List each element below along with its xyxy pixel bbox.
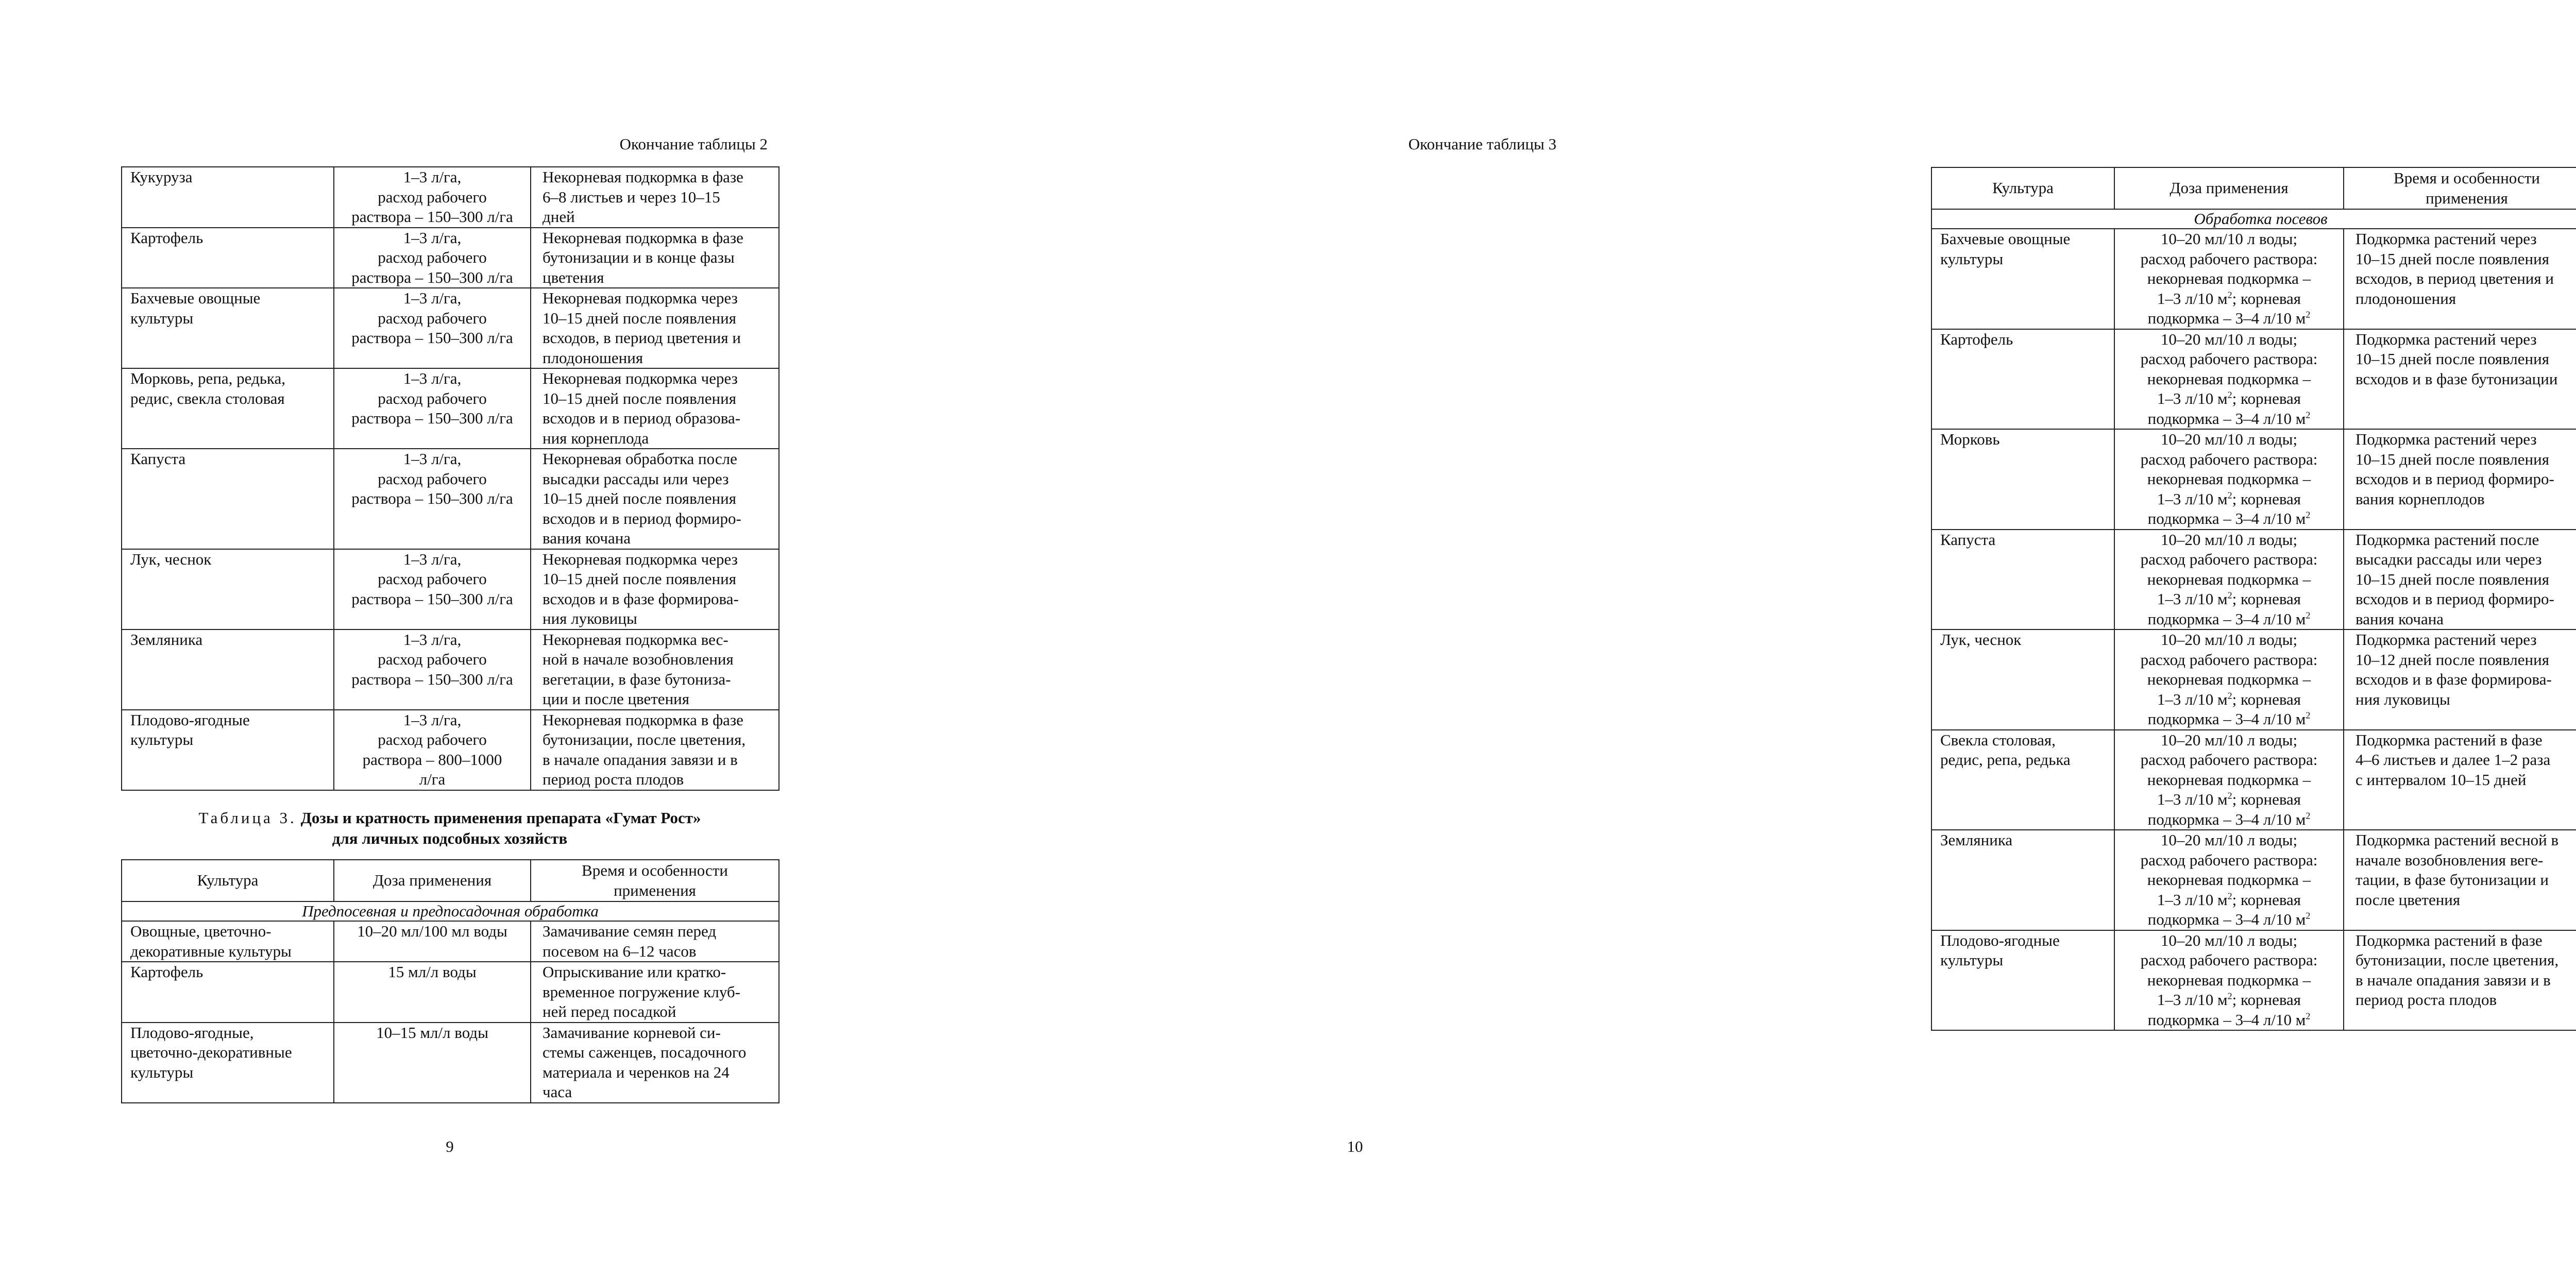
table-row bbox=[1931, 229, 2576, 329]
superscript: 2 bbox=[2227, 690, 2232, 701]
dose-line: подкормка – 3–4 л/10 м bbox=[2147, 609, 2306, 628]
dose-line: расход рабочего раствора: bbox=[2140, 249, 2318, 268]
dose-line: некорневая подкормка – bbox=[2147, 570, 2311, 588]
time-cell: Замачивание корневой си- стемы саженцев, посадочного материала и черенков на 24 часа bbox=[531, 1023, 779, 1103]
crop-cell: Свекла столовая, редис, репа, редька bbox=[1931, 730, 2114, 830]
dose-cell bbox=[2114, 830, 2344, 930]
dose-line: ; корневая bbox=[2232, 890, 2301, 909]
continuation-title-table-3: Окончание таблицы 3 bbox=[1408, 135, 1556, 153]
table-row bbox=[1931, 429, 2576, 530]
table-3-cont-header-row bbox=[1931, 167, 2576, 209]
time-cell: Подкормка растений в фазе бутонизации, после цветения, в начале опадания завязи и в период роста плодов bbox=[2344, 930, 2576, 1031]
table-row bbox=[122, 962, 779, 1023]
dose-cell: 1–3 л/га, расход рабочего раствора – 150–300 л/га bbox=[334, 449, 531, 549]
section-crop-treatment: Обработка посевов bbox=[1931, 209, 2576, 229]
time-cell: Некорневая подкормка вес- ной в начале возобновления вегетации, в фазе бутониза- ции и после цветения bbox=[531, 629, 779, 710]
table-3-label: Таблица 3. bbox=[198, 809, 297, 827]
crop-cell: Плодово-ягодные культуры bbox=[1931, 930, 2114, 1031]
dose-line: ; корневая bbox=[2232, 991, 2301, 1009]
dose-line: расход рабочего раствора: bbox=[2140, 751, 2318, 769]
dose-line: 1–3 л/10 м bbox=[2157, 790, 2228, 808]
crop-cell: Картофель bbox=[122, 228, 334, 288]
dose-line: некорневая подкормка – bbox=[2147, 269, 2311, 287]
table-row bbox=[122, 1023, 779, 1103]
dose-line: 1–3 л/10 м bbox=[2157, 489, 2228, 508]
table-3-title-line2: для личных подсобных хозяйств bbox=[332, 829, 568, 847]
dose-line: 1–3 л/10 м bbox=[2157, 991, 2228, 1009]
table-3-continuation bbox=[1931, 167, 2576, 1031]
superscript: 2 bbox=[2227, 991, 2232, 1001]
dose-line: ; корневая bbox=[2232, 590, 2301, 608]
table-row bbox=[1931, 329, 2576, 430]
table-row bbox=[122, 228, 779, 288]
dose-cell: 15 мл/л воды bbox=[334, 962, 531, 1023]
dose-line: подкормка – 3–4 л/10 м bbox=[2147, 810, 2306, 828]
dose-line: 10–20 мл/10 л воды; bbox=[2160, 730, 2298, 749]
dose-line: ; корневая bbox=[2232, 790, 2301, 808]
time-cell: Опрыскивание или кратко- временное погружение клуб- ней перед посадкой bbox=[531, 962, 779, 1023]
crop-cell: Кукуруза bbox=[122, 167, 334, 228]
dose-line: 1–3 л/10 м bbox=[2157, 690, 2228, 708]
crop-cell: Плодово-ягодные, цветочно-декоративные культуры bbox=[122, 1023, 334, 1103]
crop-cell: Капуста bbox=[122, 449, 334, 549]
left-page bbox=[0, 0, 904, 1277]
superscript: 2 bbox=[2306, 1011, 2311, 1021]
table-3-cont-section-row bbox=[1931, 209, 2576, 229]
dose-cell bbox=[2114, 229, 2344, 329]
table-row bbox=[1931, 629, 2576, 730]
time-cell: Подкормка растений в фазе 4–6 листьев и далее 1–2 раза с интервалом 10–15 дней bbox=[2344, 730, 2576, 830]
crop-cell: Картофель bbox=[1931, 329, 2114, 430]
dose-line: некорневая подкормка – bbox=[2147, 670, 2311, 688]
dose-line: ; корневая bbox=[2232, 289, 2301, 308]
dose-line: подкормка – 3–4 л/10 м bbox=[2147, 1010, 2306, 1029]
table-row bbox=[122, 449, 779, 549]
dose-line: ; корневая bbox=[2232, 489, 2301, 508]
dose-cell: 1–3 л/га, расход рабочего раствора – 150–300 л/га bbox=[334, 288, 531, 368]
table-3-body bbox=[122, 921, 779, 1103]
dose-cell: 10–15 мл/л воды bbox=[334, 1023, 531, 1103]
header-crop: Культура bbox=[1931, 167, 2114, 209]
dose-line: ; корневая bbox=[2232, 389, 2301, 407]
dose-line: ; корневая bbox=[2232, 690, 2301, 708]
header-dose: Доза применения bbox=[334, 860, 531, 901]
table-row bbox=[122, 549, 779, 629]
time-cell: Некорневая подкормка в фазе 6–8 листьев и через 10–15 дней bbox=[531, 167, 779, 228]
table-row bbox=[122, 368, 779, 449]
table-3-header-row bbox=[122, 860, 779, 901]
crop-cell: Земляника bbox=[1931, 830, 2114, 930]
dose-line: 10–20 мл/10 л воды; bbox=[2160, 530, 2298, 549]
dose-cell: 1–3 л/га, расход рабочего раствора – 150–300 л/га bbox=[334, 549, 531, 629]
header-dose: Доза применения bbox=[2114, 167, 2344, 209]
dose-line: 10–20 мл/10 л воды; bbox=[2160, 631, 2298, 649]
crop-cell: Лук, чеснок bbox=[122, 549, 334, 629]
superscript: 2 bbox=[2227, 290, 2232, 300]
dose-line: некорневая подкормка – bbox=[2147, 369, 2311, 388]
right-page bbox=[904, 0, 2559, 1277]
dose-cell bbox=[2114, 329, 2344, 430]
continuation-title-table-2: Окончание таблицы 2 bbox=[619, 135, 768, 153]
superscript: 2 bbox=[2306, 710, 2311, 721]
dose-line: расход рабочего раствора: bbox=[2140, 650, 2318, 669]
dose-line: 10–20 мл/10 л воды; bbox=[2160, 330, 2298, 348]
time-cell: Некорневая подкормка в фазе бутонизации и в конце фазы цветения bbox=[531, 228, 779, 288]
dose-line: 10–20 мл/10 л воды; bbox=[2160, 931, 2298, 949]
table-row bbox=[122, 167, 779, 228]
dose-line: 10–20 мл/10 л воды; bbox=[2160, 230, 2298, 248]
dose-line: расход рабочего раствора: bbox=[2140, 450, 2318, 468]
dose-line: расход рабочего раствора: bbox=[2140, 350, 2318, 368]
superscript: 2 bbox=[2306, 610, 2311, 621]
dose-line: подкормка – 3–4 л/10 м bbox=[2147, 910, 2306, 928]
time-cell: Некорневая подкормка через 10–15 дней после появления всходов и в фазе формирова- ния луковицы bbox=[531, 549, 779, 629]
time-cell: Некорневая подкормка через 10–15 дней после появления всходов и в период образова- ния корнеплода bbox=[531, 368, 779, 449]
dose-cell bbox=[2114, 629, 2344, 730]
superscript: 2 bbox=[2227, 891, 2232, 901]
dose-line: подкормка – 3–4 л/10 м bbox=[2147, 309, 2306, 327]
table-3 bbox=[121, 859, 779, 1103]
dose-line: 10–20 мл/10 л воды; bbox=[2160, 430, 2298, 448]
table-row bbox=[122, 288, 779, 368]
time-cell: Подкормка растений через 10–12 дней после появления всходов и в фазе формирова- ния луковицы bbox=[2344, 629, 2576, 730]
page-number: 10 bbox=[1347, 1137, 1363, 1155]
time-cell: Подкормка растений через 10–15 дней после появления всходов и в фазе бутонизации bbox=[2344, 329, 2576, 430]
table-3-title-line1: Дозы и кратность применения препарата «Гумат Рост» bbox=[300, 809, 701, 827]
table-row bbox=[122, 921, 779, 962]
dose-cell bbox=[2114, 530, 2344, 630]
dose-line: 1–3 л/10 м bbox=[2157, 890, 2228, 909]
dose-line: 1–3 л/10 м bbox=[2157, 389, 2228, 407]
superscript: 2 bbox=[2306, 910, 2311, 921]
table-2-continuation bbox=[121, 166, 779, 791]
dose-cell: 1–3 л/га, расход рабочего раствора – 150–300 л/га bbox=[334, 629, 531, 710]
dose-line: подкормка – 3–4 л/10 м bbox=[2147, 409, 2306, 428]
dose-cell: 1–3 л/га, расход рабочего раствора – 150–300 л/га bbox=[334, 167, 531, 228]
dose-cell: 1–3 л/га, расход рабочего раствора – 800–1000 л/га bbox=[334, 710, 531, 790]
dose-cell bbox=[2114, 930, 2344, 1031]
dose-line: некорневая подкормка – bbox=[2147, 871, 2311, 889]
crop-cell: Плодово-ягодные культуры bbox=[122, 710, 334, 790]
time-cell: Подкормка растений через 10–15 дней после появления всходов, в период цветения и плодоношения bbox=[2344, 229, 2576, 329]
dose-line: некорневая подкормка – bbox=[2147, 770, 2311, 789]
superscript: 2 bbox=[2306, 410, 2311, 420]
dose-cell: 1–3 л/га, расход рабочего раствора – 150–300 л/га bbox=[334, 228, 531, 288]
header-time bbox=[531, 860, 779, 901]
dose-line: подкормка – 3–4 л/10 м bbox=[2147, 509, 2306, 527]
table-row bbox=[1931, 930, 2576, 1031]
dose-line: 1–3 л/10 м bbox=[2157, 289, 2228, 308]
time-cell: Некорневая подкормка в фазе бутонизации, после цветения, в начале опадания завязи и в период роста плодов bbox=[531, 710, 779, 790]
time-cell: Замачивание семян перед посевом на 6–12 часов bbox=[531, 921, 779, 962]
section-presowing: Предпосевная и предпосадочная обработка bbox=[122, 901, 779, 921]
header-time-text: Время и особенности применения bbox=[2394, 169, 2540, 207]
dose-line: расход рабочего раствора: bbox=[2140, 850, 2318, 869]
dose-line: подкормка – 3–4 л/10 м bbox=[2147, 710, 2306, 728]
dose-line: расход рабочего раствора: bbox=[2140, 550, 2318, 568]
table-row bbox=[122, 629, 779, 710]
dose-cell bbox=[2114, 429, 2344, 530]
dose-line: 1–3 л/10 м bbox=[2157, 590, 2228, 608]
crop-cell: Бахчевые овощные культуры bbox=[1931, 229, 2114, 329]
crop-cell: Морковь bbox=[1931, 429, 2114, 530]
dose-line: расход рабочего раствора: bbox=[2140, 951, 2318, 969]
superscript: 2 bbox=[2227, 389, 2232, 400]
dose-line: 10–20 мл/10 л воды; bbox=[2160, 831, 2298, 849]
crop-cell: Бахчевые овощные культуры bbox=[122, 288, 334, 368]
table-3-cont-body bbox=[1931, 229, 2576, 1030]
superscript: 2 bbox=[2227, 790, 2232, 801]
table-row bbox=[122, 710, 779, 790]
crop-cell: Лук, чеснок bbox=[1931, 629, 2114, 730]
table-row bbox=[1931, 530, 2576, 630]
table-2-body bbox=[122, 167, 779, 790]
superscript: 2 bbox=[2227, 590, 2232, 601]
time-cell: Подкормка растений после высадки рассады или через 10–15 дней после появления всходов и в период формиро- вания кочана bbox=[2344, 530, 2576, 630]
time-cell: Подкормка растений весной в начале возобновления веге- тации, в фазе бутонизации и после цветения bbox=[2344, 830, 2576, 930]
page-number: 9 bbox=[446, 1137, 454, 1155]
dose-cell bbox=[2114, 730, 2344, 830]
table-row bbox=[1931, 730, 2576, 830]
table-row bbox=[1931, 830, 2576, 930]
time-cell: Некорневая подкормка через 10–15 дней после появления всходов, в период цветения и плодоношения bbox=[531, 288, 779, 368]
superscript: 2 bbox=[2227, 490, 2232, 501]
table-3-section-row bbox=[122, 901, 779, 921]
header-crop: Культура bbox=[122, 860, 334, 901]
header-time-text: Время и особенности применения bbox=[582, 861, 728, 899]
crop-cell: Картофель bbox=[122, 962, 334, 1023]
crop-cell: Овощные, цветочно- декоративные культуры bbox=[122, 921, 334, 962]
crop-cell: Земляника bbox=[122, 629, 334, 710]
dose-line: некорневая подкормка – bbox=[2147, 470, 2311, 488]
dose-cell: 10–20 мл/100 мл воды bbox=[334, 921, 531, 962]
dose-cell: 1–3 л/га, расход рабочего раствора – 150–300 л/га bbox=[334, 368, 531, 449]
superscript: 2 bbox=[2306, 810, 2311, 821]
time-cell: Подкормка растений через 10–15 дней после появления всходов и в период формиро- вания корнеплодов bbox=[2344, 429, 2576, 530]
time-cell: Некорневая обработка после высадки рассады или через 10–15 дней после появления всходов и в период формиро- вания кочана bbox=[531, 449, 779, 549]
crop-cell: Капуста bbox=[1931, 530, 2114, 630]
superscript: 2 bbox=[2306, 309, 2311, 320]
dose-line: некорневая подкормка – bbox=[2147, 970, 2311, 989]
crop-cell: Морковь, репа, редька, редис, свекла столовая bbox=[122, 368, 334, 449]
header-time bbox=[2344, 167, 2576, 209]
table-3-caption bbox=[121, 808, 778, 849]
superscript: 2 bbox=[2306, 509, 2311, 520]
